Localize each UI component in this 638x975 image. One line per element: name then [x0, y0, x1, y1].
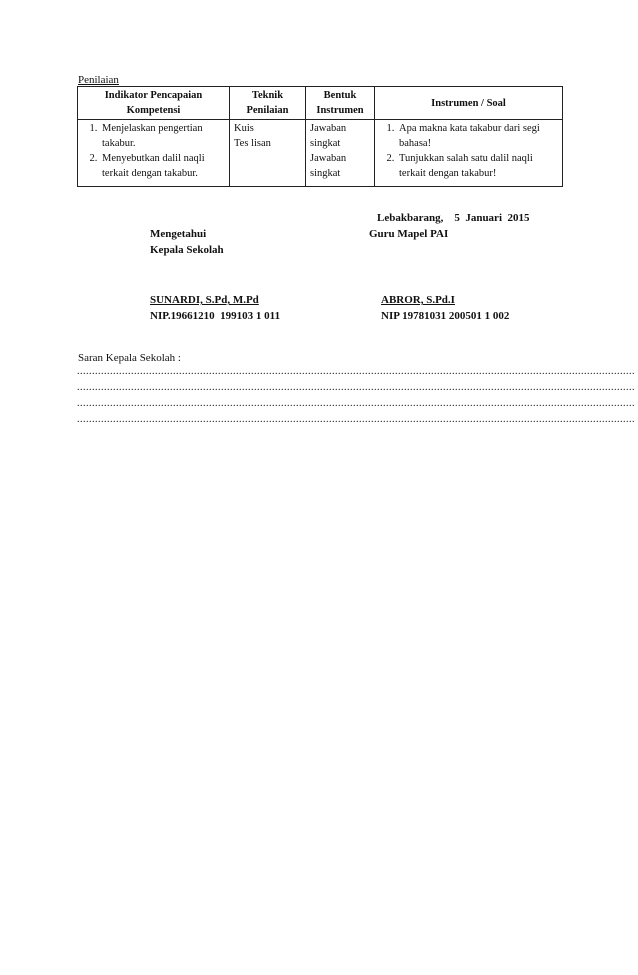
table-header-row — [78, 87, 563, 120]
assessment-table — [77, 86, 563, 187]
saran-line: .......................................................................................................................................................................................... — [77, 382, 635, 393]
saran-line: .......................................................................................................................................................................................... — [77, 366, 635, 377]
saran-label: Saran Kepala Sekolah : — [78, 352, 181, 364]
header-indikator-line-2: Kompetensi — [126, 105, 181, 116]
table-row — [78, 120, 563, 187]
teknik-item: Kuis — [234, 123, 254, 134]
teknik-item: Tes lisan — [234, 138, 271, 149]
header-teknik — [230, 87, 306, 120]
right-signer-nip: NIP 19781031 200501 1 002 — [381, 310, 510, 322]
header-bentuk-line-2: Instrumen — [316, 105, 364, 116]
header-instrumen: Instrumen / Soal — [375, 87, 563, 120]
instrumen-item: 2. Tunjukkan salah satu dalil naqli terkait dengan takabur! — [397, 151, 558, 181]
left-signer-name: SUNARDI, S.Pd, M.Pd — [150, 294, 259, 306]
right-signer-name: ABROR, S.Pd.I — [381, 294, 455, 306]
left-signer-title-2: Kepala Sekolah — [150, 244, 224, 256]
cell-bentuk — [306, 120, 375, 187]
instrumen-item: 1. Apa makna kata takabur dari segi bahasa! — [397, 121, 558, 151]
saran-line: .......................................................................................................................................................................................... — [77, 398, 635, 409]
header-teknik-line-2: Penilaian — [246, 105, 289, 116]
header-teknik-line-1: Teknik — [251, 90, 284, 101]
saran-line: .......................................................................................................................................................................................... — [77, 414, 635, 425]
cell-teknik — [230, 120, 306, 187]
header-indikator-line-1: Indikator Pencapaian — [104, 90, 203, 101]
left-signer-title-1: Mengetahui — [150, 228, 207, 240]
cell-indikator — [78, 120, 230, 187]
section-title: Penilaian — [78, 74, 119, 86]
header-bentuk-line-1: Bentuk — [323, 90, 357, 101]
cell-instrumen — [375, 120, 563, 187]
header-indikator — [78, 87, 230, 120]
bentuk-item: Jawaban — [310, 153, 347, 164]
bentuk-item: singkat — [310, 168, 341, 179]
header-bentuk — [306, 87, 375, 120]
bentuk-item: Jawaban — [310, 123, 347, 134]
left-signer-nip: NIP.19661210 199103 1 011 — [150, 310, 281, 322]
indikator-item: 1. Menjelaskan pengertian takabur. — [100, 121, 225, 151]
place-date: Lebakbarang, 5 Januari 2015 — [377, 212, 530, 224]
right-signer-title: Guru Mapel PAI — [369, 228, 449, 240]
bentuk-item: singkat — [310, 138, 341, 149]
indikator-item: 2. Menyebutkan dalil naqli terkait dengan takabur. — [100, 151, 225, 181]
